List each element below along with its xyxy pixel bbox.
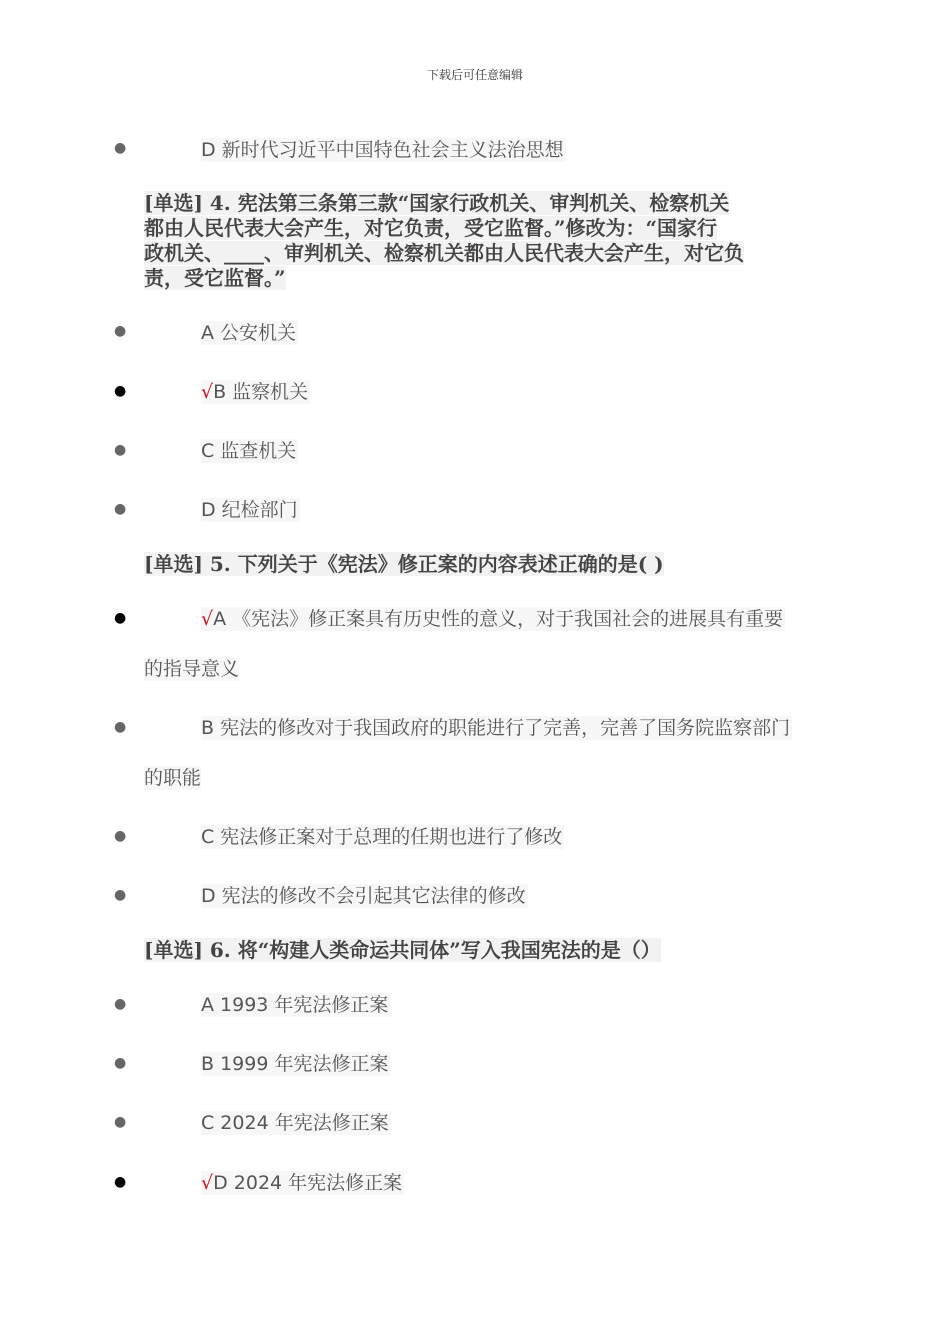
check-icon: √ [201, 608, 214, 630]
option-q5-d: D 宪法的修改不会引起其它法律的修改 [201, 885, 526, 907]
bullet: ● [114, 501, 127, 517]
bullet: ● [114, 1114, 127, 1130]
bullet: ● [114, 323, 127, 339]
option-q5-b: B 宪法的修改对于我国政府的职能进行了完善，完善了国务院监察部门 [201, 717, 791, 739]
option-q5-a [201, 607, 785, 631]
question-4-line-2: 都由人民代表大会产生，对它负责，受它监督。”修改为：“国家行 [144, 216, 718, 240]
option-q4-b-label: B 监察机关 [213, 381, 309, 403]
option-q6-a: A 1993 年宪法修正案 [201, 994, 389, 1016]
check-icon: √ [201, 1172, 214, 1194]
question-6 [144, 938, 661, 963]
option-q6-d [201, 1171, 404, 1195]
option-q6-b: B 1999 年宪法修正案 [201, 1053, 389, 1075]
question-4 [144, 191, 804, 291]
option-q5-c: C 宪法修正案对于总理的任期也进行了修改 [201, 826, 563, 848]
option-q5-a-continuation: 的指导意义 [144, 658, 240, 680]
question-5 [144, 552, 664, 577]
option-q6-d-label: D 2024 年宪法修正案 [213, 1172, 403, 1194]
bullet: ● [114, 1174, 127, 1190]
page-header: 下载后可任意编辑 [426, 68, 523, 82]
question-6-line-1: [单选] 6. 将“构建人类命运共同体”写入我国宪法的是（） [144, 938, 661, 962]
question-4-line-3: 政机关、____、审判机关、检察机关都由人民代表大会产生，对它负 [144, 241, 744, 265]
option-q3-d: D 新时代习近平中国特色社会主义法治思想 [201, 139, 564, 161]
option-q4-d: D 纪检部门 [201, 499, 298, 521]
option-q6-c: C 2024 年宪法修正案 [201, 1112, 389, 1134]
bullet: ● [114, 828, 127, 844]
option-q5-a-label: A 《宪法》修正案具有历史性的意义，对于我国社会的进展具有重要 [213, 608, 784, 630]
bullet: ● [114, 887, 127, 903]
question-4-line-1: [单选] 4. 宪法第三条第三款“国家行政机关、审判机关、检察机关 [144, 191, 730, 215]
option-q4-a: A 公安机关 [201, 322, 297, 344]
bullet: ● [114, 140, 127, 156]
bullet: ● [114, 1055, 127, 1071]
check-icon: √ [201, 381, 214, 403]
option-q4-c: C 监查机关 [201, 440, 297, 462]
bullet: ● [114, 610, 127, 626]
bullet: ● [114, 442, 127, 458]
bullet: ● [114, 996, 127, 1012]
question-4-line-4: 责，受它监督。” [144, 266, 286, 290]
question-5-line-1: [单选] 5. 下列关于《宪法》修正案的内容表述正确的是( ) [144, 552, 664, 576]
option-q4-b [201, 380, 310, 404]
bullet: ● [114, 383, 127, 399]
option-q5-b-continuation: 的职能 [144, 767, 202, 789]
bullet: ● [114, 719, 127, 735]
